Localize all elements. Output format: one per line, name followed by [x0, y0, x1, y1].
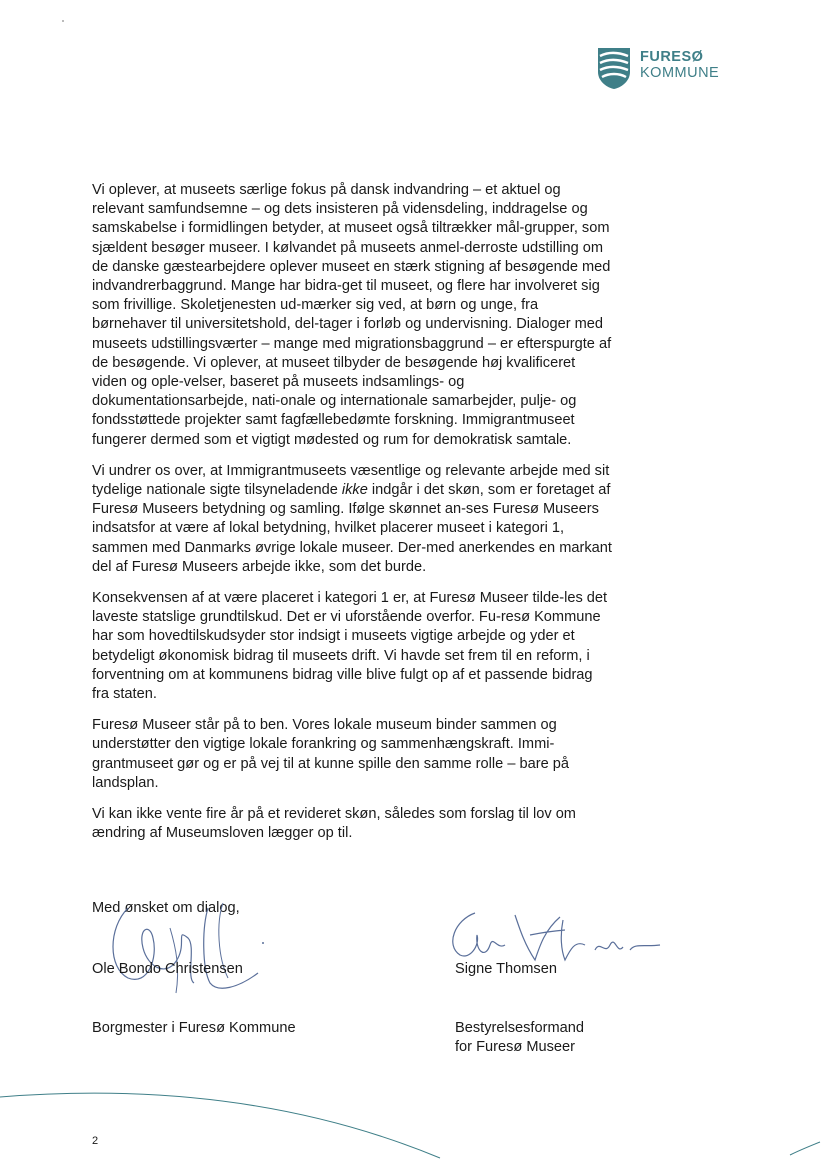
letter-body [92, 181, 612, 856]
paragraph-2-after: indgår i det skøn, som er foretaget af Furesø Museers betydning og samling. Ifølge skønnet an-ses Furesø Museers indsatsfor at være af lokal betydning, hvilket placerer museet i kategori 1, sammen med Danmarks øvrige lokale museer. Der-med anerkendes en markant del af Furesø Museers arbejde ikke, som det burde. [92, 482, 612, 575]
paragraph-3: Konsekvensen af at være placeret i kategori 1 er, at Furesø Museer tilde-les det laveste statslige grundtilskud. Det er vi uforstående overfor. Fu-resø Kommune har som hovedtilskudsyder stor indsigt i museets vigtige arbejde og yder et betydeligt økonomisk bidrag til museets drift. Vi havde set frem til en reform, i forventning om at kommunens bidrag ville blive fulgt op af et passende bidrag fra staten. [92, 590, 608, 703]
paragraph-5: Vi kan ikke vente fire år på et revideret skøn, således som forslag til lov om ændring af Museumsloven lægger op til. [92, 806, 576, 842]
signatory-right-title-line-2: for Furesø Museer [455, 1039, 576, 1056]
paragraph-1: Vi oplever, at museets særlige fokus på dansk indvandring – et aktuel og relevant samfundsemne – og dets insisteren på vidensdeling, inddragelse og samskabelse i formidlingen betyder, at museet også tiltrækker mål-grupper, som sjældent besøger museer. I kølvandet på museets anmel-derroste udstilling om de danske gæstearbejdere oplever museet en stærk stigning af besøgende med indvandrerbaggrund. Mange har bidra-get til museet, og flere har involveret sig som frivillige. Skoletjenesten ud-mærker sig ved, at børn og unge, fra børnehaver til universitetshold, del-tager i forløb og undervisning. Dialoger med museets udstillingsværter – mange med migrationsbaggrund – er efterspurgte af de besøgende. Vi oplever, at museet tilbyder de besøgende høj kvalificeret viden og ople-velser, baseret på museets indsamlings- og dokumentationsarbejde, nati-onale og internationale samarbejder, pulje- og fondsstøttede projekter samt fagfællebedømte forskning. Immigrantmuseet fungerer dermed som et vigtigt mødested og rum for demokratisk samtale. [92, 182, 612, 448]
furesoe-kommune-logo [596, 46, 736, 94]
logo-line-1: FURESØ [640, 49, 704, 65]
footer-wave-line [0, 1080, 827, 1160]
logo-wordmark [640, 49, 719, 81]
signatory-left-title: Borgmester i Furesø Kommune [92, 1020, 296, 1036]
signature-left [98, 888, 278, 1008]
scan-speck [62, 20, 64, 22]
signatory-right-title-line-1: Bestyrelsesformand [455, 1020, 584, 1036]
logo-line-2: KOMMUNE [640, 65, 720, 81]
wave-shield-icon [596, 46, 632, 90]
paragraph-2 [92, 462, 612, 577]
signatory-right-name: Signe Thomsen [455, 961, 557, 977]
paragraph-4: Furesø Museer står på to ben. Vores lokale museum binder sammen og understøtter den vigtige lokale forankring og sammenhængskraft. Immi-grantmuseet gør og er på vej til at kunne spille den samme rolle – bare på landsplan. [92, 717, 569, 791]
closing-line: Med ønsket om dialog, [92, 900, 240, 916]
signatory-left-name: Ole Bondo Christensen [92, 961, 243, 977]
page-number: 2 [92, 1135, 99, 1147]
paragraph-2-emphasis: ikke [341, 482, 368, 499]
signatory-right-title [455, 1019, 655, 1057]
paragraph-2-before: Vi undrer os over, at Immigrantmuseets væsentlige og relevante arbejde med sit tydelige nationale sigte tilsyneladende [92, 462, 610, 499]
